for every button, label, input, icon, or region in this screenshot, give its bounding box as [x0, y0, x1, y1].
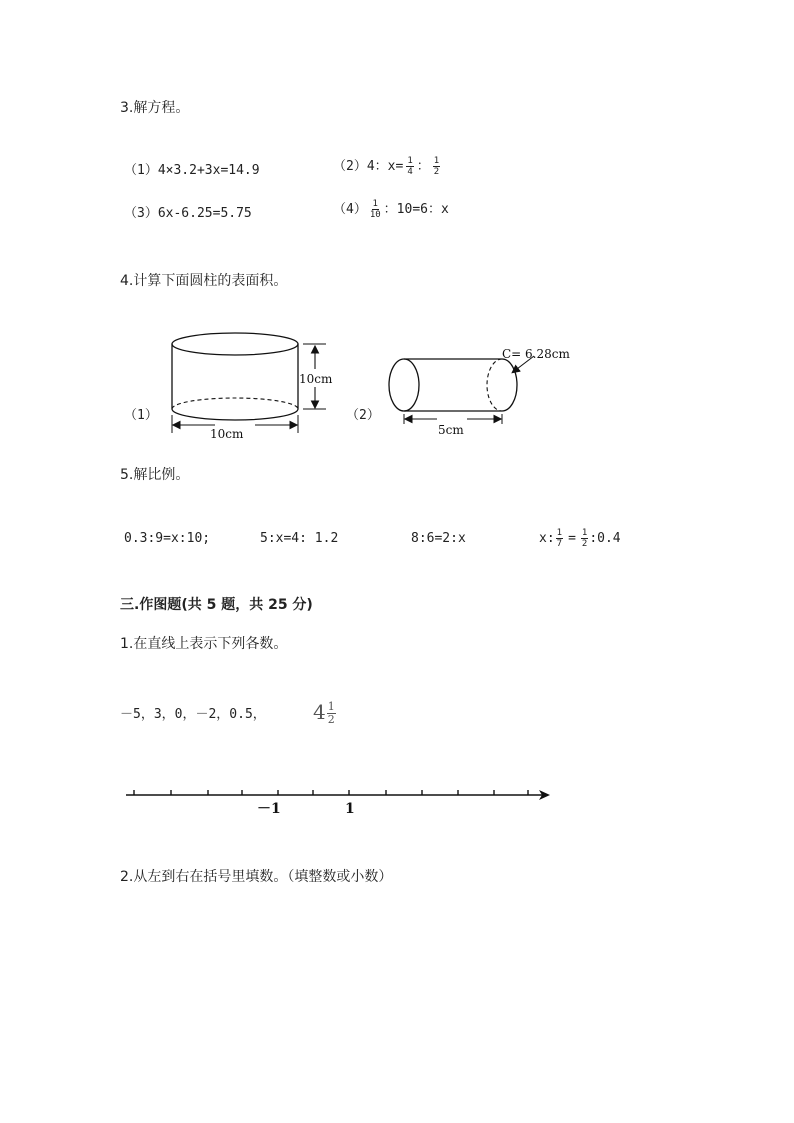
q4-figure-1-label: （1） [124, 408, 158, 423]
q5-p4-fraction-1 [556, 528, 563, 549]
q3-p4-suffix: ：10=6：x [383, 202, 449, 217]
mixed-fraction-part [327, 701, 336, 726]
section-3-heading: 三.作图题(共 5 题，共 25 分) [120, 597, 313, 613]
fraction-numerator: 1 [581, 528, 588, 538]
q5-problem-2: 5:x=4: 1.2 [260, 531, 339, 546]
circumference-label: C= 6.28cm [502, 347, 570, 361]
fraction-numerator: 1 [327, 700, 335, 713]
tick-label-pos1: 1 [345, 801, 355, 817]
q5-p4-prefix: x: [539, 531, 555, 546]
fraction-denominator: 10 [369, 210, 381, 220]
q3-problem-1: （1）4×3.2+3x=14.9 [124, 163, 260, 178]
number-line [120, 780, 560, 825]
q3-p2-prefix: （2）4：x= [333, 159, 404, 174]
s3q1-number-list: －5，3，0，－2，0.5， [120, 707, 266, 722]
s3q1-mixed-number [313, 698, 336, 726]
q3-p4-prefix: （4） [333, 202, 367, 217]
s3q2-title: 2.从左到右在括号里填数。（填整数或小数） [120, 869, 393, 885]
q4-figure-2-label: （2） [346, 408, 380, 423]
fraction-denominator: 2 [433, 167, 440, 177]
q5-p4-fraction-2 [581, 528, 588, 549]
horizontal-cylinder-figure [382, 340, 582, 440]
q3-p4-fraction [370, 199, 381, 220]
diameter-label: 10cm [210, 427, 244, 441]
fraction-numerator: 1 [407, 156, 413, 166]
s3q1-title: 1.在直线上表示下列各数。 [120, 636, 288, 652]
q5-title: 5.解比例。 [120, 467, 190, 483]
fraction-denominator: 2 [581, 539, 588, 549]
fraction-denominator: 2 [327, 713, 335, 726]
mixed-whole-part: 4 [313, 700, 326, 724]
fraction-numerator: 1 [372, 199, 378, 209]
q5-problem-1: 0.3:9=x:10; [124, 531, 211, 546]
cylinder-left-end [389, 359, 419, 411]
tick-label-neg1: －1 [257, 801, 281, 817]
q4-title: 4.计算下面圆柱的表面积。 [120, 273, 288, 289]
q5-p4-suffix: :0.4 [589, 531, 621, 546]
q5-problem-3: 8:6=2:x [411, 531, 466, 546]
cylinder-top-ellipse [172, 333, 298, 355]
fraction-numerator: 1 [433, 156, 440, 166]
q3-p2-colon: ： [416, 159, 430, 174]
q5-p4-equals: = [568, 531, 576, 546]
q3-problem-4 [333, 196, 449, 224]
q3-title: 3.解方程。 [120, 100, 190, 116]
q3-p2-fraction-1 [406, 156, 413, 177]
q3-problem-3: （3）6x-6.25=5.75 [124, 206, 252, 221]
upright-cylinder-figure [160, 325, 345, 445]
fraction-denominator: 4 [407, 167, 413, 177]
fraction-numerator: 1 [556, 528, 563, 538]
q3-problem-2 [333, 153, 443, 181]
q3-p2-fraction-2 [433, 156, 440, 177]
q5-problem-4 [539, 525, 621, 553]
height-label: 10cm [299, 372, 333, 386]
fraction-denominator: 7 [556, 539, 563, 549]
length-label: 5cm [438, 423, 464, 437]
